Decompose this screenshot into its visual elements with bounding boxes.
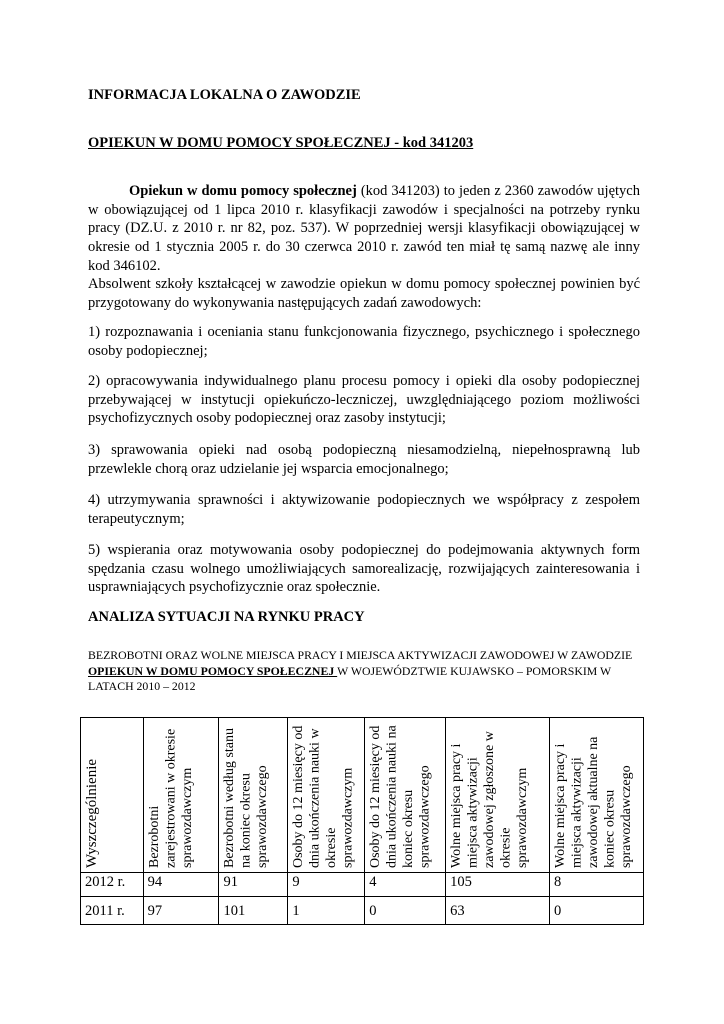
- header-cell: Osoby do 12 miesięcy od dnia ukończenia nauki w okresie sprawozdawczym: [288, 718, 365, 873]
- table-cell: 63: [446, 897, 550, 925]
- header-cell: Wolne miejsca pracy i miejsca aktywizacji zawodowej aktualne na koniec okresu sprawozdawczego: [550, 718, 644, 873]
- caption-part2: W WOJEWÓDZTWIE KUJAWSKO – POMORSKIM W LATACH 2010 – 2012: [88, 663, 611, 693]
- task-4: 4) utrzymywania sprawności i aktywizowanie podopiecznych we współpracy z zespołem terapeutycznym;: [88, 492, 640, 527]
- header-cell: Bezrobotni zarejestrowani w okresie sprawozdawczym: [143, 718, 219, 873]
- table-caption: [88, 648, 648, 695]
- table-cell: 0: [550, 897, 644, 925]
- header-cell: Osoby do 12 miesięcy od dnia ukończenia nauki na koniec okresu sprawozdawczego: [365, 718, 446, 873]
- occupation-title: OPIEKUN W DOMU POMOCY SPOŁECZNEJ - kod 341203: [88, 135, 474, 151]
- table-cell: 2011 r.: [81, 897, 144, 925]
- table-row: [81, 897, 644, 925]
- intro-text: (kod 341203) to jeden z 2360 zawodów ujętych w obowiązującej od 1 lipca 2010 r. klasyfikacji zawodów i specjalności na potrzeby rynku pracy (DZ.U. z 2010 r. nr 82, poz. 537). W poprzedniej wersji klasyfikacji obowiązującej w okresie od 1 stycznia 2005 r. do 30 czerwca 2010 r. zawód ten miał tę samą nazwę ale inny kod 346102.: [88, 183, 640, 274]
- document-heading: INFORMACJA LOKALNA O ZAWODZIE: [88, 87, 361, 103]
- task-1: 1) rozpoznawania i oceniania stanu funkcjonowania fizycznego, psychicznego i społecznego osoby podopiecznej;: [88, 324, 640, 359]
- intro-bold: Opiekun w domu pomocy społecznej: [129, 183, 357, 199]
- table-cell: 2012 r.: [81, 873, 144, 897]
- header-cell: Bezrobotni według stanu na koniec okresu sprawozdawczego: [219, 718, 288, 873]
- table-row: [81, 873, 644, 897]
- intro-paragraph: [88, 182, 640, 276]
- table-header-row: [81, 718, 644, 873]
- table-cell: 91: [219, 873, 288, 897]
- header-cell: Wyszczególnienie: [81, 718, 144, 873]
- task-3: 3) sprawowania opieki nad osobą podopieczną niesamodzielną, niepełnosprawną lub przewlekle chorą oraz udzielanie jej wsparcia emocjonalnego;: [88, 442, 640, 477]
- statistics-table: [80, 717, 644, 925]
- analysis-heading: ANALIZA SYTUACJI NA RYNKU PRACY: [88, 609, 365, 625]
- table-cell: 4: [365, 873, 446, 897]
- caption-underlined: OPIEKUN W DOMU POMOCY SPOŁECZNEJ: [88, 663, 338, 678]
- table-cell: 101: [219, 897, 288, 925]
- table-cell: 97: [143, 897, 219, 925]
- table-cell: 9: [288, 873, 365, 897]
- table-cell: 0: [365, 897, 446, 925]
- table-cell: 8: [550, 873, 644, 897]
- header-cell: Wolne miejsca pracy i miejsca aktywizacji zawodowej zgłoszone w okresie sprawozdawczym: [446, 718, 550, 873]
- table-cell: 1: [288, 897, 365, 925]
- paragraph-absolwent: Absolwent szkoły kształcącej w zawodzie opiekun w domu pomocy społecznej powinien być przygotowany do wykonywania następujących zadań zawodowych:: [88, 276, 640, 311]
- task-5: 5) wspierania oraz motywowania osoby podopiecznej do podejmowania aktywnych form spędzania czasu wolnego umożliwiających samorealizację, rozwijających zainteresowania i usprawniających psychofizycznie oraz społecznie.: [88, 542, 640, 595]
- table-cell: 94: [143, 873, 219, 897]
- caption-part1: BEZROBOTNI ORAZ WOLNE MIEJSCA PRACY I MIEJSCA AKTYWIZACJI ZAWODOWEJ W ZAWODZIE: [88, 648, 633, 662]
- table-cell: 105: [446, 873, 550, 897]
- task-2: 2) opracowywania indywidualnego planu procesu pomocy i opieki dla osoby podopiecznej przebywającej w instytucji opiekuńczo-leczniczej, uwzględniającego poziom możliwości psychofizycznych osoby podopiecznej oraz zasoby instytucji;: [88, 373, 640, 426]
